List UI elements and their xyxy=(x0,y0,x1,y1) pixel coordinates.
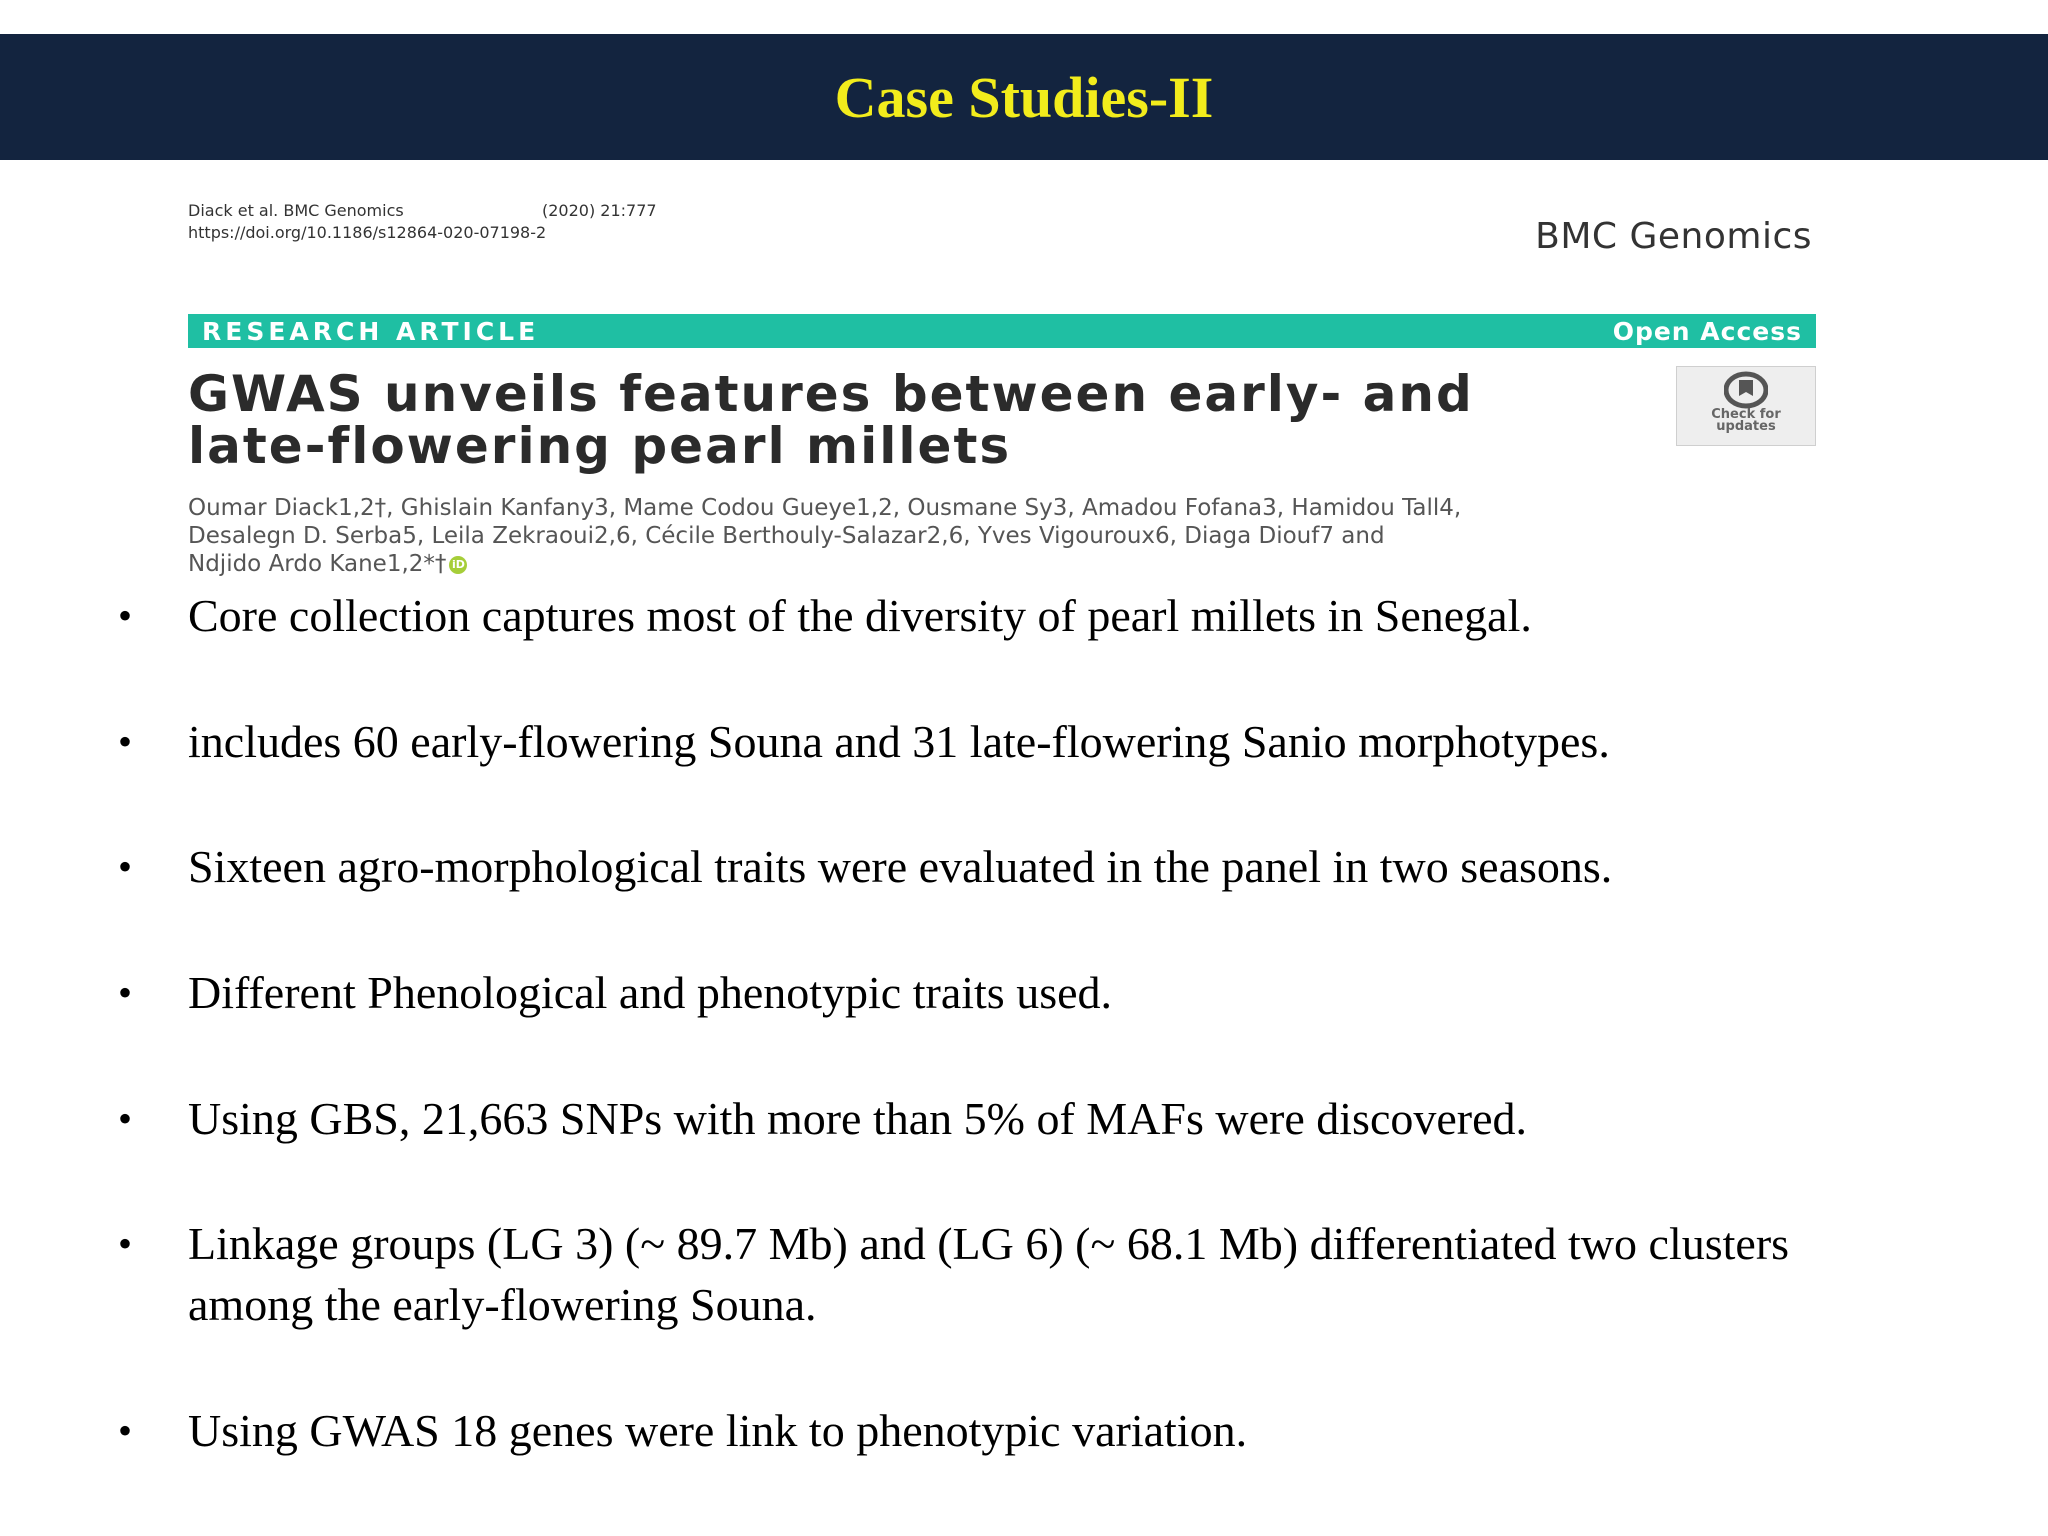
slide-title: Case Studies-II xyxy=(834,64,1214,130)
bullet-item xyxy=(118,836,1918,897)
bullet-text: Different Phenological and phenotypic traits used. xyxy=(188,967,1113,1018)
open-access-label: Open Access xyxy=(1612,316,1802,346)
article-title-line1: GWAS unveils features between early- and xyxy=(188,365,1474,423)
check-for-updates-badge xyxy=(1676,366,1816,446)
authors-line-3-wrap xyxy=(188,550,1808,578)
bullet-item xyxy=(118,585,1918,646)
bullet-marker: • xyxy=(118,1221,133,1266)
bullet-text: Sixteen agro-morphological traits were evaluated in the panel in two seasons. xyxy=(188,841,1613,892)
citation-year-volume: (2020) 21:777 xyxy=(542,201,657,220)
citation-doi: https://doi.org/10.1186/s12864-020-07198-2 xyxy=(188,223,547,242)
bullet-text: Core collection captures most of the diversity of pearl millets in Senegal. xyxy=(188,590,1532,641)
article-type-ribbon xyxy=(188,314,1816,348)
bullet-item xyxy=(118,711,1918,772)
article-title xyxy=(188,365,1588,475)
citation xyxy=(188,200,657,244)
bullet-marker: • xyxy=(118,719,133,764)
research-article-label: RESEARCH ARTICLE xyxy=(202,316,540,346)
author-list xyxy=(188,494,1808,578)
bullet-item xyxy=(118,1088,1918,1149)
orcid-icon: iD xyxy=(449,556,467,574)
bullet-text: Using GWAS 18 genes were link to phenotypic variation. xyxy=(188,1405,1248,1456)
bullet-marker: • xyxy=(118,970,133,1015)
bullet-item xyxy=(118,1213,1818,1335)
bullet-marker: • xyxy=(118,1096,133,1141)
article-title-line2: late-flowering pearl millets xyxy=(188,417,1012,475)
title-banner xyxy=(0,34,2048,160)
authors-line-2: Desalegn D. Serba5, Leila Zekraoui2,6, Cécile Berthouly-Salazar2,6, Yves Vigouroux6, Diaga Diouf7 and xyxy=(188,523,1385,549)
authors-line-1: Oumar Diack1,2†, Ghislain Kanfany3, Mame Codou Gueye1,2, Ousmane Sy3, Amadou Fofana3, Hamidou Tall4, xyxy=(188,495,1462,521)
bullet-marker: • xyxy=(118,593,133,638)
bullet-text: Linkage groups (LG 3) (~ 89.7 Mb) and (LG 6) (~ 68.1 Mb) differentiated two clusters among the early-flowering Souna. xyxy=(188,1218,1790,1330)
bullet-item xyxy=(118,1400,1918,1461)
journal-logo: BMC Genomics xyxy=(1535,216,1812,257)
bullet-marker: • xyxy=(118,844,133,889)
bullet-text: Using GBS, 21,663 SNPs with more than 5% of MAFs were discovered. xyxy=(188,1093,1528,1144)
check-updates-icon xyxy=(1724,371,1768,409)
bullet-text: includes 60 early-flowering Souna and 31 late-flowering Sanio morphotypes. xyxy=(188,716,1610,767)
bullet-marker: • xyxy=(118,1408,133,1453)
article-header-image xyxy=(188,196,1816,584)
check-updates-text: Check for updates xyxy=(1711,407,1781,434)
authors-line-3: Ndjido Ardo Kane1,2*† xyxy=(188,551,447,577)
citation-journal-ref: Diack et al. BMC Genomics xyxy=(188,201,404,220)
bullet-item xyxy=(118,962,1918,1023)
